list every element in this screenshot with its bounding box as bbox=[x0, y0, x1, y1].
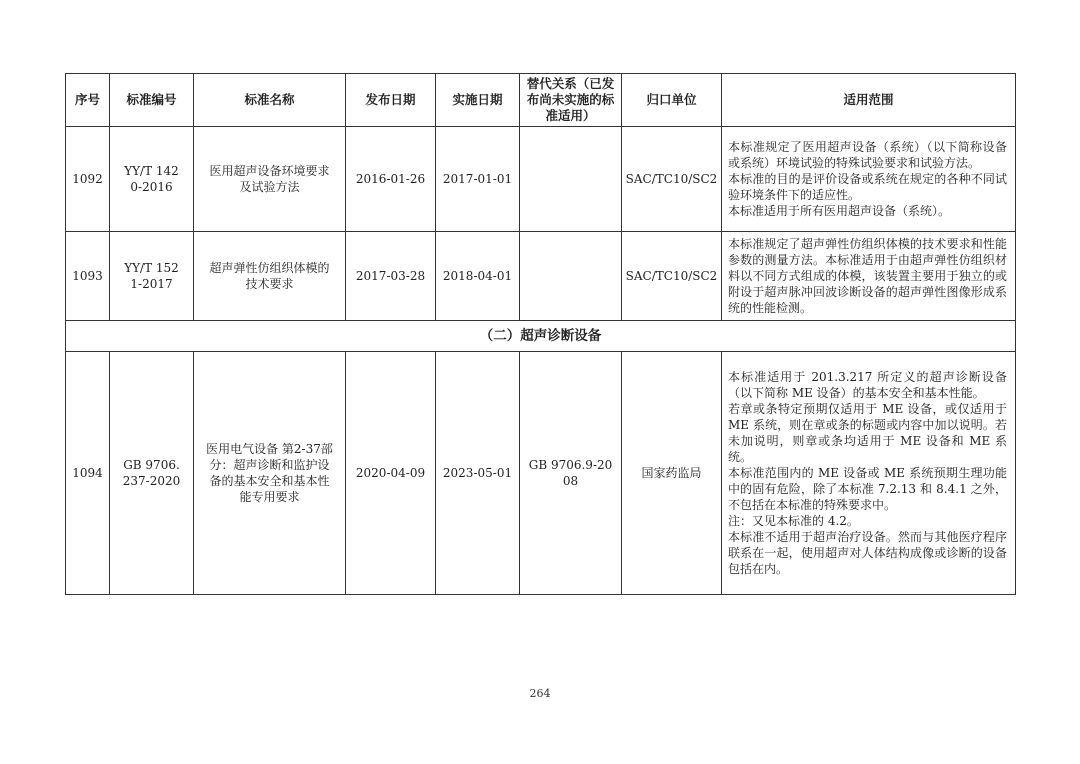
header-scope: 适用范围 bbox=[722, 74, 1016, 127]
cell-publish-date: 2017-03-28 bbox=[346, 232, 436, 321]
scope-paragraph: 本标准规定了超声弹性仿组织体模的技术要求和性能参数的测量方法。本标准适用于由超声弹性仿组织材料以不同方式组成的体模，该装置主要用于独立的或附设于超声脉冲回波诊断设备的超声弹性图像形成系统的性能检测。 bbox=[728, 237, 1007, 315]
header-name: 标准名称 bbox=[194, 74, 346, 127]
header-code: 标准编号 bbox=[110, 74, 194, 127]
cell-no: 1094 bbox=[66, 352, 110, 595]
cell-code: YY/T 1420-2016 bbox=[110, 127, 194, 232]
cell-publish-date: 2020-04-09 bbox=[346, 352, 436, 595]
scope-paragraph: 本标准适用于 201.3.217 所定义的超声诊断设备（以下简称 ME 设备）的基本安全和基本性能。 bbox=[728, 370, 1007, 400]
cell-name: 医用电气设备 第2-37部分：超声诊断和监护设备的基本安全和基本性能专用要求 bbox=[194, 352, 346, 595]
cell-name: 超声弹性仿组织体模的技术要求 bbox=[194, 232, 346, 321]
section-row bbox=[66, 321, 1016, 352]
section-title: （二）超声诊断设备 bbox=[66, 321, 1016, 352]
scope-paragraph: 本标准不适用于超声治疗设备。然而与其他医疗程序联系在一起，使用超声对人体结构成像或诊断的设备包括在内。 bbox=[728, 530, 1007, 576]
cell-unit: SAC/TC10/SC2 bbox=[622, 127, 722, 232]
scope-paragraph: 若章或条特定预期仅适用于 ME 设备，或仅适用于 ME 系统，则在章或条的标题或内容中加以说明。若未加说明，则章或条均适用于 ME 设备和 ME 系统。 bbox=[728, 402, 1007, 464]
cell-scope bbox=[722, 232, 1016, 321]
cell-implement-date: 2023-05-01 bbox=[436, 352, 520, 595]
scope-paragraph: 本标准适用于所有医用超声设备（系统）。 bbox=[728, 204, 951, 218]
cell-scope bbox=[722, 127, 1016, 232]
cell-scope bbox=[722, 352, 1016, 595]
cell-replace: GB 9706.9-2008 bbox=[520, 352, 622, 595]
cell-replace bbox=[520, 232, 622, 321]
cell-unit: 国家药监局 bbox=[622, 352, 722, 595]
header-unit: 归口单位 bbox=[622, 74, 722, 127]
scope-paragraph: 本标准范围内的 ME 设备或 ME 系统预期生理功能中的固有危险，除了本标准 7.2.13 和 8.4.1 之外，不包括在本标准的特殊要求中。 bbox=[728, 466, 1007, 512]
cell-code: YY/T 1521-2017 bbox=[110, 232, 194, 321]
table-row bbox=[66, 352, 1016, 595]
scope-paragraph: 本标准的目的是评价设备或系统在规定的各种不同试验环境条件下的适应性。 bbox=[728, 172, 1007, 202]
scope-paragraph: 注：又见本标准的 4.2。 bbox=[728, 514, 859, 528]
cell-no: 1093 bbox=[66, 232, 110, 321]
header-implement-date: 实施日期 bbox=[436, 74, 520, 127]
cell-unit: SAC/TC10/SC2 bbox=[622, 232, 722, 321]
scope-paragraph: 本标准规定了医用超声设备（系统）（以下简称设备或系统）环境试验的特殊试验要求和试验方法。 bbox=[728, 140, 1007, 170]
cell-implement-date: 2017-01-01 bbox=[436, 127, 520, 232]
cell-name: 医用超声设备环境要求及试验方法 bbox=[194, 127, 346, 232]
table-row bbox=[66, 127, 1016, 232]
page-number: 264 bbox=[529, 687, 551, 700]
cell-replace bbox=[520, 127, 622, 232]
cell-implement-date: 2018-04-01 bbox=[436, 232, 520, 321]
table-row bbox=[66, 232, 1016, 321]
header-no: 序号 bbox=[66, 74, 110, 127]
cell-publish-date: 2016-01-26 bbox=[346, 127, 436, 232]
standards-table bbox=[65, 73, 1016, 595]
cell-no: 1092 bbox=[66, 127, 110, 232]
header-replace: 替代关系（已发布尚未实施的标准适用） bbox=[520, 74, 622, 127]
header-publish-date: 发布日期 bbox=[346, 74, 436, 127]
cell-code: GB 9706.237-2020 bbox=[110, 352, 194, 595]
table-header-row bbox=[66, 74, 1016, 127]
